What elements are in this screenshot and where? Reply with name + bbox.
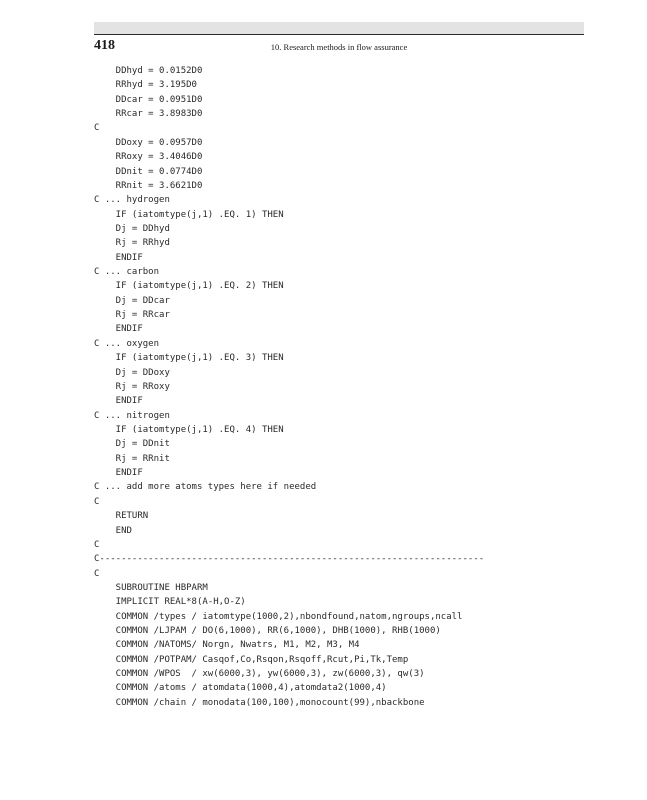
code-line: COMMON /atoms / atomdata(1000,4),atomdata2(1000,4) [94,683,387,694]
code-line: C [94,539,100,550]
code-line: COMMON /types / iatomtype(1000,2),nbondfound,natom,ngroups,ncall [94,611,463,622]
code-line: Rj = RRhyd [94,238,170,249]
code-line: COMMON /WPOS / xw(6000,3), yw(6000,3), zw(6000,3), qw(3) [94,669,425,680]
code-line: DDoxy = 0.0957D0 [94,137,203,148]
code-line: DDcar = 0.0951D0 [94,94,203,105]
code-line: IF (iatomtype(j,1) .EQ. 1) THEN [94,209,284,220]
code-line: SUBROUTINE HBPARM [94,582,208,593]
code-line: Dj = DDcar [94,295,170,306]
code-line: C ... oxygen [94,338,160,349]
code-line: DDhyd = 0.0152D0 [94,66,203,76]
code-line: IF (iatomtype(j,1) .EQ. 3) THEN [94,353,284,364]
code-line: END [94,525,132,536]
code-line: C [94,568,100,579]
header-rule [94,34,584,35]
code-line: Rj = RRcar [94,310,170,321]
code-line: Rj = RRnit [94,453,170,464]
running-head: 10. Research methods in flow assurance [270,42,408,52]
code-line: RRcar = 3.8983D0 [94,109,203,120]
code-line: COMMON /POTPAM/ Casqof,Co,Rsqon,Rsqoff,Rcut,Pi,Tk,Temp [94,654,409,665]
code-line: C [94,496,100,507]
code-line: Rj = RRoxy [94,381,170,392]
code-line: COMMON /chain / monodata(100,100),monocount(99),nbackbone [94,697,425,708]
code-line: RRoxy = 3.4046D0 [94,152,203,163]
code-line: C ... nitrogen [94,410,170,421]
page-number: 418 [94,38,115,53]
code-line: RETURN [94,511,149,522]
code-line: IMPLICIT REAL*8(A-H,O-Z) [94,597,246,608]
code-line: IF (iatomtype(j,1) .EQ. 2) THEN [94,281,284,292]
code-line: COMMON /NATOMS/ Norgn, Nwatrs, M1, M2, M3, M4 [94,640,360,651]
code-line: ENDIF [94,468,143,479]
code-line: C [94,123,100,134]
code-line: C----------------------------------------------------------------------- [94,554,485,565]
code-line: C ... add more atoms types here if needed [94,482,317,493]
code-listing [94,64,484,710]
code-line: RRnit = 3.6621D0 [94,180,203,191]
code-line: ENDIF [94,396,143,407]
code-line: ENDIF [94,324,143,335]
code-line: IF (iatomtype(j,1) .EQ. 4) THEN [94,424,284,435]
header-band [94,22,584,34]
code-line: Dj = DDoxy [94,367,170,378]
code-line: Dj = DDnit [94,439,170,450]
code-line: C ... hydrogen [94,195,170,206]
code-line: RRhyd = 3.195D0 [94,80,197,91]
code-line: C ... carbon [94,267,160,278]
code-line: ENDIF [94,252,143,263]
code-line: Dj = DDhyd [94,223,170,234]
code-line: COMMON /LJPAM / DO(6,1000), RR(6,1000), DHB(1000), RHB(1000) [94,626,441,637]
code-line: DDnit = 0.0774D0 [94,166,203,177]
